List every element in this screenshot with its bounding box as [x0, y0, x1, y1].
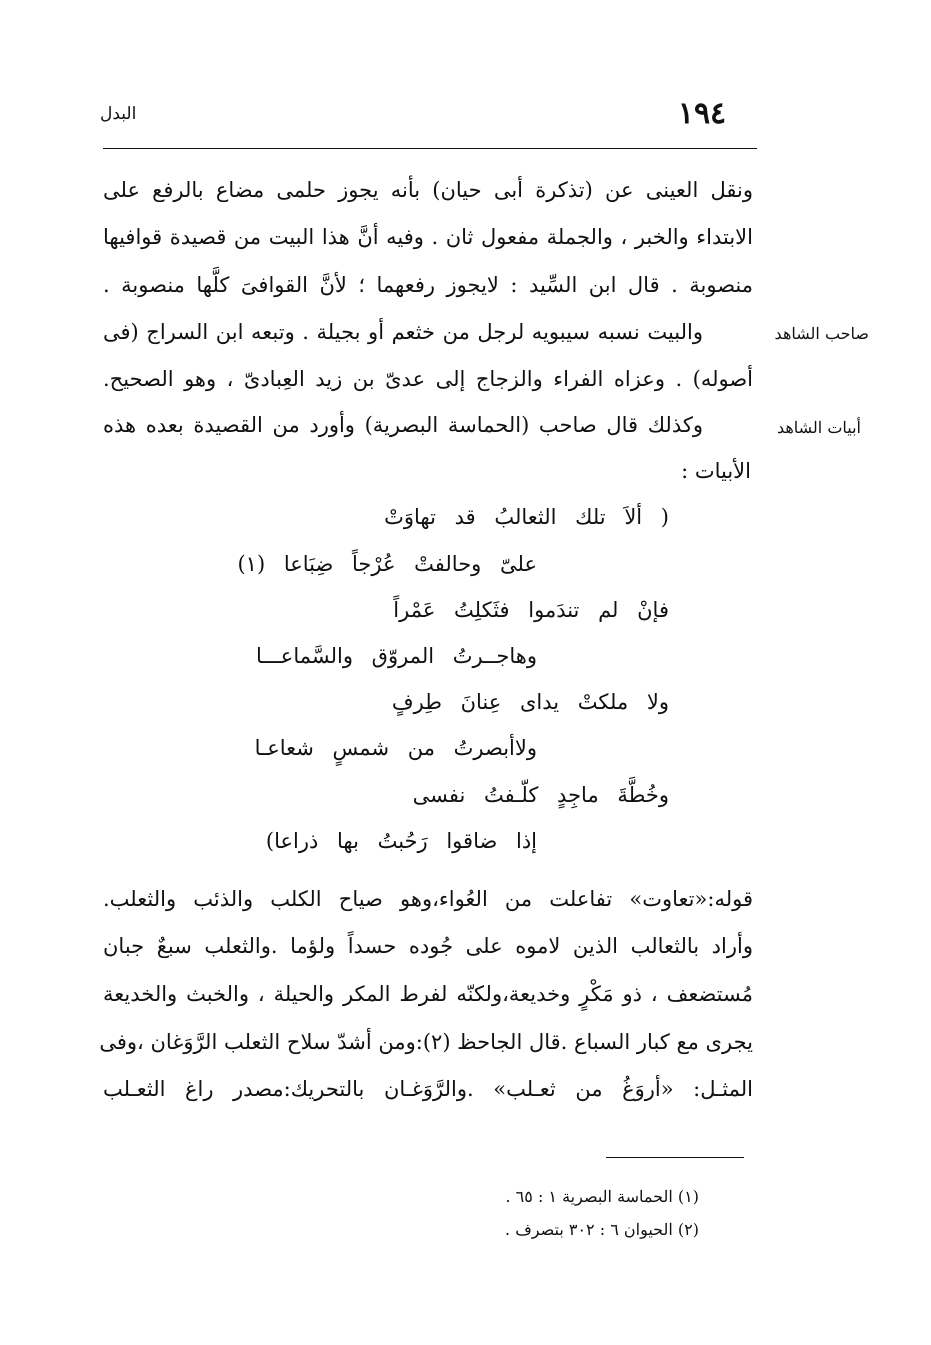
verse-line: وخُطَّةَ ماجِدٍ كلّـفتُ نفسى: [412, 783, 669, 807]
verse-line: ولاأبصرتُ من شمسٍ شعاعـا: [254, 736, 537, 760]
verse-line: وهاجــرتُ المروّق والسَّماعـــا: [255, 644, 537, 668]
body-line: وأراد بالثعالب الذين لاموه على جُوده حسداً ولؤما .والثعلب سبعٌ جبان: [103, 934, 753, 958]
verse-line: ولا ملكتْ يداى عِنانَ طِرفٍ: [391, 690, 669, 714]
body-line: وكذلك قال صاحب (الحماسة البصرية) وأورد من القصيدة بعده هذه: [103, 413, 703, 437]
body-line: أصوله) . وعزاه الفراء والزجاج إلى عدىّ بن زيد العِبادىّ ، وهو الصحيح.: [103, 367, 753, 391]
footnote: (١) الحماسة البصرية ١ : ٦٥ .: [505, 1187, 699, 1206]
margin-note-witness-author: صاحب الشاهد: [774, 324, 869, 343]
body-line: قوله:«تعاوت» تفاعلت من العُواء،وهو صياح الكلب والذئب والثعلب.: [103, 887, 753, 911]
verse-line: ( ألاَ تلك الثعالبُ قد تهاوَتْ: [384, 505, 669, 529]
verse-line: علىّ وحالفتْ عُرْجاً ضِبَاعا (١): [237, 552, 537, 576]
margin-note-witness-verses: أبيات الشاهد: [776, 418, 861, 437]
verse-line: إذا ضاقوا رَحُبتُ بها ذراعا): [265, 829, 537, 853]
chapter-title: البدل: [100, 104, 137, 124]
header-divider: [103, 148, 757, 149]
body-line: الأبيات :: [681, 459, 751, 483]
footnote-divider: [606, 1157, 744, 1158]
page-number: ١٩٤: [677, 96, 727, 131]
body-line: والبيت نسبه سيبويه لرجل من خثعم أو بجيلة . وتبعه ابن السراج (فى: [103, 320, 703, 344]
body-line: يجرى مع كبار السباع .قال الجاحظ (٢):ومن أشدّ سلاح الثعلب الرَّوَغان ،وفى: [99, 1030, 753, 1054]
verse-line: فإنْ لم تندَموا فثَكلِتُ عَمْراً: [393, 598, 669, 622]
body-line: المثـل: «أروَغُ من ثعـلب» .والرَّوَغـان بالتحريك:مصدر راغ الثعـلب: [103, 1077, 753, 1101]
body-line: مُستضعف ، ذو مَكْرٍ وخديعة،ولكنّه لفرط المكر والحيلة ، والخبث والخديعة: [103, 982, 753, 1006]
footnote: (٢) الحيوان ٦ : ٣٠٢ بتصرف .: [505, 1220, 699, 1239]
body-line: منصوبة . قال ابن السِّيد : لايجوز رفعهما ؛ لأنَّ القوافىَ كلَّها منصوبة .: [103, 273, 753, 297]
body-line: الابتداء والخبر ، والجملة مفعول ثان . وفيه أنَّ هذا البيت من قصيدة قوافيها: [103, 225, 753, 249]
body-line: ونقل العينى عن (تذكرة أبى حيان) بأنه يجوز حلمى مضاع بالرفع على: [103, 178, 753, 202]
